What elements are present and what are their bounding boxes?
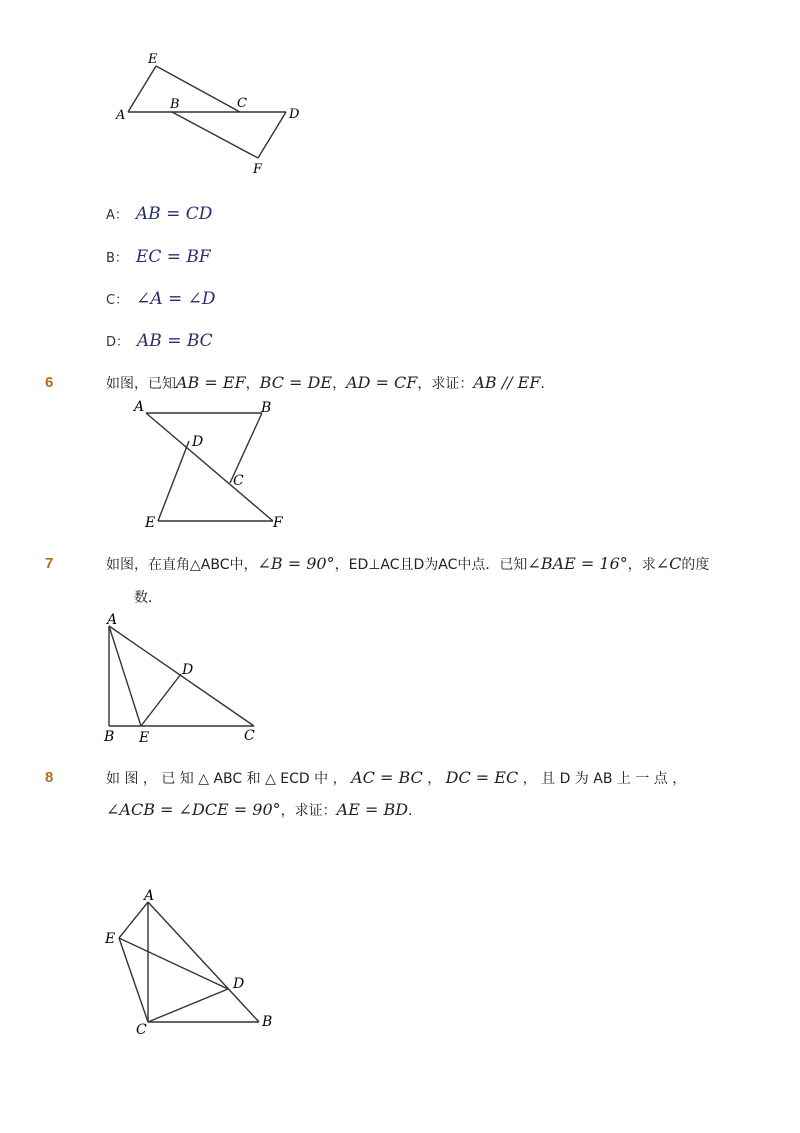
figure-q6: [128, 395, 298, 535]
q6-text-1: 如图，已知: [106, 376, 176, 392]
fig6-label-b: B: [261, 400, 272, 416]
q6-text-2: ，: [245, 376, 260, 392]
option-c[interactable]: [106, 289, 216, 309]
q7-text-2: ，ED⊥AC且D为AC中点．已知: [334, 557, 528, 573]
question-8-line-2: [106, 800, 413, 820]
q7-math-1: ∠B = 90°: [257, 554, 335, 573]
option-b-expr: EC = BF: [135, 247, 211, 267]
fig7-label-e: E: [139, 730, 150, 746]
option-c-expr: ∠A = ∠D: [136, 289, 216, 309]
fig6-label-e: E: [145, 515, 156, 531]
fig8-label-a: A: [144, 888, 155, 904]
fig6-label-d: D: [192, 434, 204, 450]
q6-math-4: AB // EF: [473, 373, 541, 392]
question-6-number: 6: [45, 374, 54, 391]
q8-math-2: DC = EC: [445, 768, 519, 787]
question-7-line-1: [106, 554, 709, 574]
fig7-label-c: C: [244, 728, 255, 744]
fig6-label-c: C: [233, 473, 244, 489]
q6-text-5: .: [540, 376, 545, 392]
q6-text-4: ，求证：: [417, 376, 474, 392]
option-a-label: A：: [106, 208, 128, 223]
q8-text-2: ，: [427, 771, 442, 787]
q6-math-2: BC = DE: [259, 373, 333, 392]
figure-q7: [98, 608, 268, 748]
option-d-label: D：: [106, 335, 130, 350]
fig6-label-a: A: [134, 399, 145, 415]
fig5-label-f: F: [253, 162, 263, 177]
question-8-number: 8: [45, 769, 54, 786]
q8-text-5: .: [408, 803, 413, 819]
question-6-text: [106, 373, 545, 393]
question-7-line-2: 数．: [134, 590, 162, 606]
q8-text-3: ， 且 D 为 AB 上 一 点 ，: [522, 771, 687, 787]
fig8-label-b: B: [262, 1014, 273, 1030]
q7-math-3: ∠C: [655, 554, 682, 573]
option-a[interactable]: [106, 204, 212, 224]
q7-text-1: 如图，在直角△ABC中，: [106, 557, 258, 573]
q8-math-3: ∠ACB = ∠DCE = 90°: [106, 800, 281, 819]
option-b[interactable]: [106, 247, 211, 267]
fig5-label-d: D: [289, 107, 300, 122]
fig7-label-d: D: [182, 662, 194, 678]
q7-text-4: 的度: [681, 557, 710, 573]
q7-math-2: ∠BAE = 16°: [527, 554, 628, 573]
fig7-label-a: A: [107, 612, 118, 628]
fig7-label-b: B: [104, 729, 115, 745]
fig5-label-e: E: [148, 52, 158, 67]
q8-math-1: AC = BC: [351, 768, 423, 787]
q7-text-3: ，求: [627, 557, 656, 573]
q8-math-4: AE = BD: [336, 800, 409, 819]
fig8-label-e: E: [105, 931, 116, 947]
option-b-label: B：: [106, 251, 128, 266]
fig5-label-c: C: [237, 96, 247, 111]
q6-math-3: AD = CF: [346, 373, 418, 392]
fig6-label-f: F: [273, 515, 283, 531]
option-c-label: C：: [106, 293, 129, 308]
fig8-label-c: C: [136, 1022, 147, 1038]
fig5-label-a: A: [116, 108, 126, 123]
option-a-expr: AB = CD: [135, 204, 213, 224]
q8-text-4: ，求证：: [280, 803, 337, 819]
fig8-label-d: D: [233, 976, 245, 992]
option-d[interactable]: [106, 331, 213, 351]
figure-q5: [100, 45, 320, 185]
q6-text-3: ，: [332, 376, 347, 392]
option-d-expr: AB = BC: [137, 331, 213, 351]
q6-math-1: AB = EF: [176, 373, 246, 392]
q8-text-1: 如 图 ， 已 知 △ ABC 和 △ ECD 中 ，: [106, 771, 347, 787]
fig5-label-b: B: [170, 97, 180, 112]
figure-q8: [98, 884, 288, 1044]
question-7-number: 7: [45, 555, 54, 572]
question-8-line-1: [106, 768, 686, 788]
